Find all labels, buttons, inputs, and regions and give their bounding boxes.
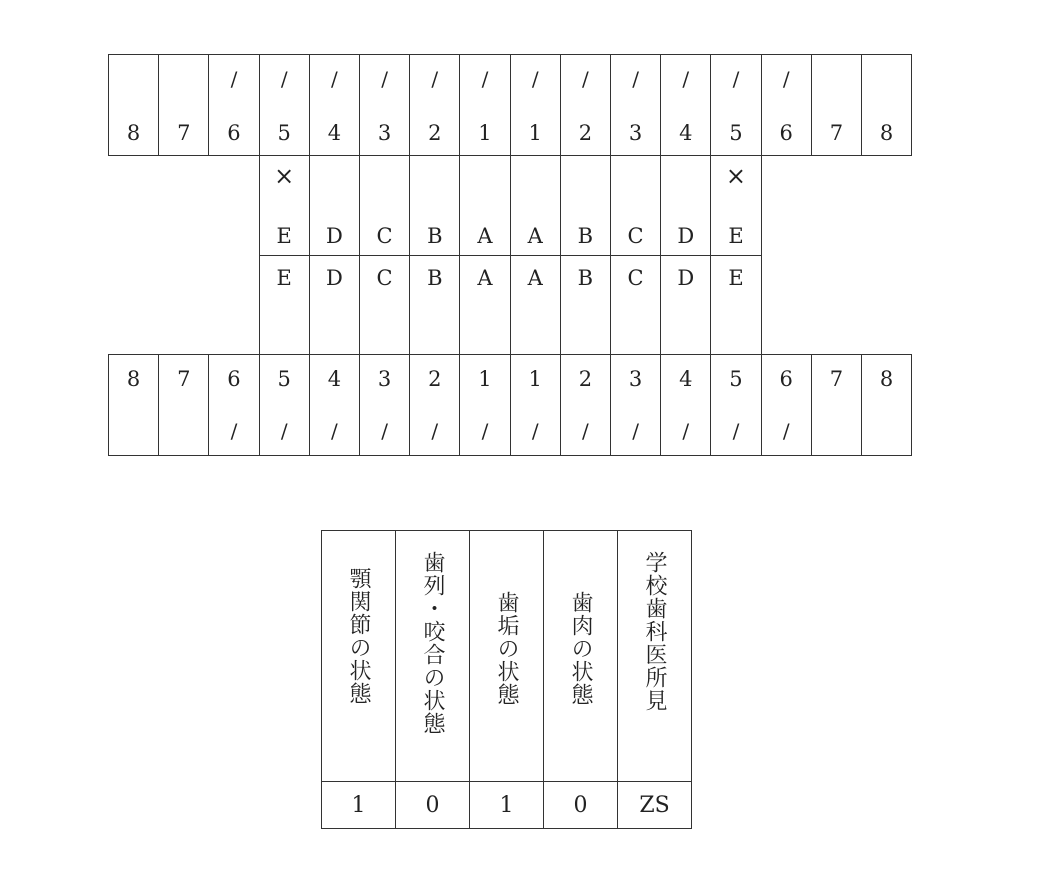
tooth-number: 1 xyxy=(478,367,492,391)
lower-permanent-tooth xyxy=(259,354,310,456)
tooth-mark: / xyxy=(381,419,388,443)
tooth-mark: / xyxy=(481,419,489,443)
tooth-number: 3 xyxy=(377,367,392,391)
tooth-number: 5 xyxy=(277,121,291,145)
tooth-mark: / xyxy=(381,67,388,91)
tooth-number: 8 xyxy=(879,367,894,391)
gingiva-status-label: 歯肉の状態 xyxy=(568,591,593,706)
lower-permanent-tooth xyxy=(861,354,912,456)
tooth-number: 2 xyxy=(578,121,593,145)
plaque-status-value: 1 xyxy=(470,782,544,829)
tooth-letter: C xyxy=(376,224,393,248)
school-dentist-findings-value: ZS xyxy=(618,782,692,829)
findings-header-cell xyxy=(544,531,618,782)
lower-permanent-tooth xyxy=(359,354,410,456)
findings-table xyxy=(321,530,692,829)
tooth-mark: / xyxy=(682,419,690,443)
tooth-mark: × xyxy=(725,162,747,190)
lower-permanent-tooth xyxy=(811,354,862,456)
tooth-number: 4 xyxy=(679,367,693,391)
tooth-number: 1 xyxy=(528,367,542,391)
lower-permanent-tooth xyxy=(610,354,661,456)
tooth-mark: / xyxy=(732,67,740,91)
tooth-letter: A xyxy=(527,266,543,290)
tooth-number: 3 xyxy=(628,121,643,145)
lower-permanent-tooth xyxy=(560,354,611,456)
lower-primary-tooth xyxy=(359,255,410,355)
upper-permanent-tooth xyxy=(560,54,611,156)
lower-permanent-tooth xyxy=(409,354,460,456)
lower-primary-tooth xyxy=(560,255,611,355)
lower-permanent-tooth xyxy=(108,354,159,456)
tooth-mark: / xyxy=(782,419,790,443)
tooth-number: 3 xyxy=(628,367,643,391)
tooth-number: 7 xyxy=(177,367,191,391)
tmj-status-label: 顎関節の状態 xyxy=(346,567,371,705)
upper-permanent-tooth xyxy=(108,54,159,156)
tooth-mark: × xyxy=(274,162,295,190)
findings-header-cell xyxy=(618,531,692,782)
tooth-number: 6 xyxy=(227,121,241,145)
tooth-mark: / xyxy=(331,419,338,443)
tooth-mark: / xyxy=(782,67,790,91)
upper-primary-tooth xyxy=(259,155,310,256)
lower-primary-tooth xyxy=(710,255,761,355)
tooth-letter: D xyxy=(677,224,695,248)
tooth-number: 5 xyxy=(729,367,743,391)
upper-permanent-tooth xyxy=(710,54,761,156)
tooth-letter: E xyxy=(728,266,744,290)
lower-primary-tooth xyxy=(510,255,561,355)
tooth-number: 7 xyxy=(829,367,844,391)
tooth-letter: C xyxy=(627,224,644,248)
tooth-mark: / xyxy=(331,67,338,91)
tooth-number: 3 xyxy=(377,121,392,145)
tooth-number: 7 xyxy=(177,121,191,145)
tooth-number: 8 xyxy=(879,121,894,145)
upper-permanent-tooth xyxy=(660,54,711,156)
lower-primary-tooth xyxy=(459,255,510,355)
upper-primary-tooth xyxy=(309,155,360,256)
upper-permanent-tooth xyxy=(510,54,561,156)
tooth-number: 7 xyxy=(829,121,844,145)
tooth-letter: B xyxy=(427,224,443,248)
lower-permanent-tooth xyxy=(459,354,510,456)
lower-permanent-tooth xyxy=(158,354,209,456)
tooth-number: 2 xyxy=(578,367,593,391)
tooth-letter: D xyxy=(677,266,695,290)
tooth-number: 2 xyxy=(428,367,442,391)
upper-primary-tooth xyxy=(409,155,460,256)
tooth-mark: / xyxy=(481,67,489,91)
findings-header-cell xyxy=(396,531,470,782)
tooth-number: 4 xyxy=(327,367,342,391)
lower-primary-tooth xyxy=(610,255,661,355)
upper-primary-tooth xyxy=(510,155,561,256)
findings-header-cell xyxy=(470,531,544,782)
tooth-number: 5 xyxy=(277,367,291,391)
tooth-mark: / xyxy=(531,419,539,443)
tooth-number: 6 xyxy=(779,121,793,145)
lower-primary-tooth xyxy=(409,255,460,355)
lower-permanent-tooth xyxy=(710,354,761,456)
tooth-letter: C xyxy=(627,266,644,290)
lower-primary-tooth xyxy=(309,255,360,355)
upper-permanent-tooth xyxy=(309,54,360,156)
tooth-mark: / xyxy=(582,67,589,91)
tooth-letter: D xyxy=(325,224,343,248)
upper-primary-tooth xyxy=(359,155,410,256)
tooth-mark: / xyxy=(280,419,288,443)
tooth-number: 8 xyxy=(126,367,141,391)
upper-permanent-tooth xyxy=(409,54,460,156)
occlusion-status-label: 歯列・咬合の状態 xyxy=(420,551,445,735)
tooth-letter: A xyxy=(477,224,493,248)
tooth-letter: E xyxy=(276,266,292,290)
tmj-status-value: 1 xyxy=(322,782,396,829)
upper-permanent-tooth xyxy=(861,54,912,156)
tooth-number: 6 xyxy=(227,367,241,391)
upper-permanent-tooth xyxy=(158,54,209,156)
tooth-letter: C xyxy=(376,266,393,290)
upper-permanent-tooth xyxy=(359,54,410,156)
tooth-mark: / xyxy=(230,67,238,91)
tooth-mark: / xyxy=(582,419,589,443)
tooth-mark: / xyxy=(732,419,740,443)
plaque-status-label: 歯垢の状態 xyxy=(494,591,519,706)
tooth-letter: A xyxy=(477,266,493,290)
upper-primary-tooth xyxy=(660,155,711,256)
upper-primary-tooth xyxy=(610,155,661,256)
upper-primary-tooth xyxy=(560,155,611,256)
gingiva-status-value: 0 xyxy=(544,782,618,829)
upper-permanent-tooth xyxy=(459,54,510,156)
tooth-mark: / xyxy=(682,67,690,91)
tooth-number: 6 xyxy=(779,367,793,391)
tooth-number: 4 xyxy=(327,121,342,145)
tooth-letter: B xyxy=(427,266,443,290)
upper-primary-tooth xyxy=(459,155,510,256)
tooth-mark: / xyxy=(230,419,238,443)
tooth-mark: / xyxy=(632,419,639,443)
tooth-letter: D xyxy=(325,266,343,290)
tooth-number: 2 xyxy=(428,121,442,145)
lower-permanent-tooth xyxy=(309,354,360,456)
tooth-number: 4 xyxy=(679,121,693,145)
upper-permanent-tooth xyxy=(610,54,661,156)
tooth-mark: / xyxy=(431,419,439,443)
tooth-letter: E xyxy=(728,224,744,248)
tooth-letter: A xyxy=(527,224,543,248)
findings-header-row xyxy=(322,531,692,782)
lower-primary-tooth xyxy=(259,255,310,355)
tooth-letter: B xyxy=(577,266,594,290)
school-dentist-findings-label: 学校歯科医所見 xyxy=(642,551,667,712)
upper-primary-tooth xyxy=(710,155,761,256)
tooth-number: 1 xyxy=(478,121,492,145)
findings-value-row xyxy=(322,782,692,829)
tooth-mark: / xyxy=(431,67,439,91)
lower-permanent-tooth xyxy=(510,354,561,456)
upper-permanent-tooth xyxy=(811,54,862,156)
findings-header-cell xyxy=(322,531,396,782)
lower-permanent-tooth xyxy=(208,354,259,456)
lower-permanent-tooth xyxy=(761,354,812,456)
lower-primary-tooth xyxy=(660,255,711,355)
tooth-number: 8 xyxy=(126,121,141,145)
tooth-mark: / xyxy=(632,67,639,91)
tooth-mark: / xyxy=(531,67,539,91)
tooth-letter: E xyxy=(276,224,292,248)
tooth-number: 5 xyxy=(729,121,743,145)
upper-permanent-tooth xyxy=(761,54,812,156)
tooth-letter: B xyxy=(577,224,594,248)
occlusion-status-value: 0 xyxy=(396,782,470,829)
lower-permanent-tooth xyxy=(660,354,711,456)
tooth-number: 1 xyxy=(528,121,542,145)
tooth-mark: / xyxy=(280,67,288,91)
upper-permanent-tooth xyxy=(259,54,310,156)
upper-permanent-tooth xyxy=(208,54,259,156)
